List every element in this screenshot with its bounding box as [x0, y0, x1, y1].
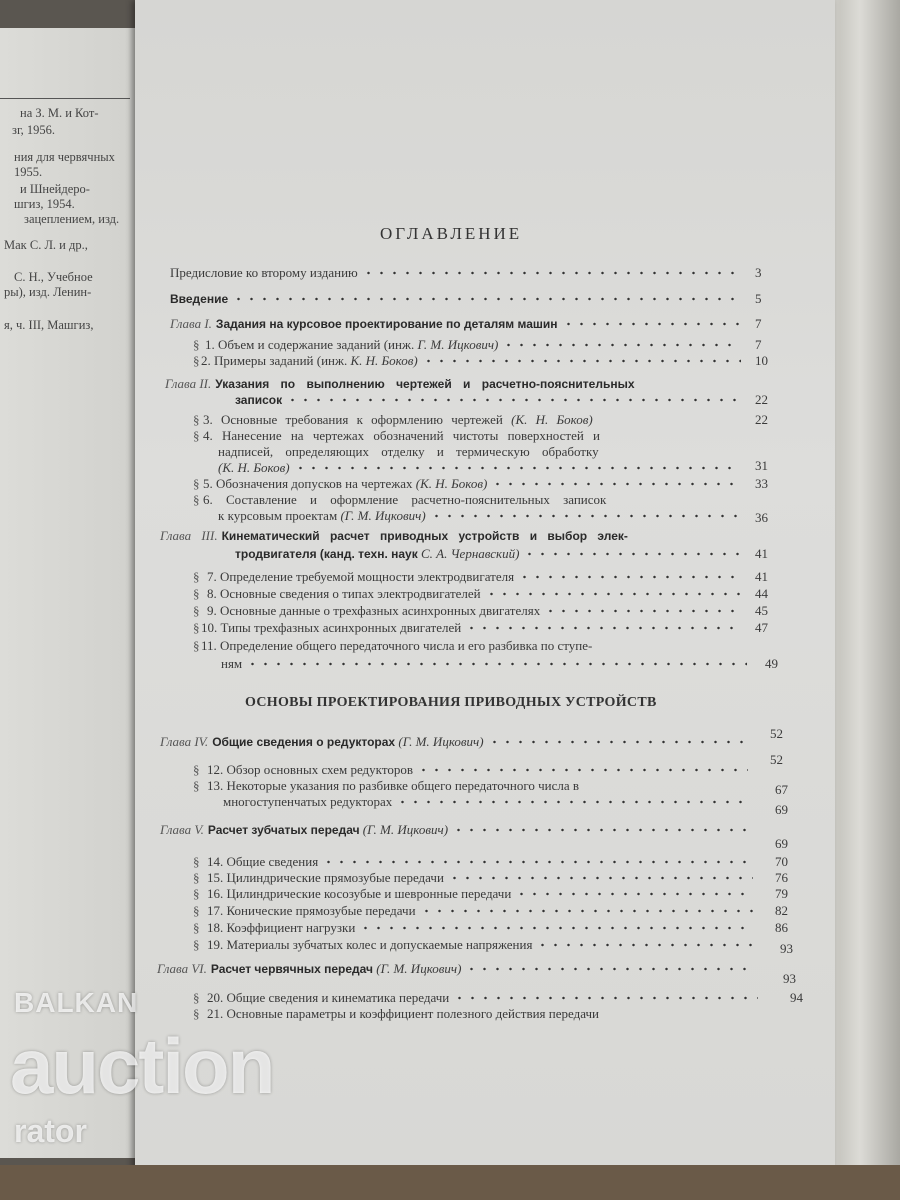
- dot-leader: [246, 662, 747, 666]
- page-number: 69: [775, 836, 788, 851]
- toc-entry: [135, 1006, 835, 1022]
- page-number: 36: [755, 510, 768, 525]
- page-number: 33: [755, 476, 768, 491]
- section-sign: §: [193, 854, 200, 869]
- page-number: 41: [755, 569, 768, 584]
- entry-author: (К. Н. Боков): [415, 476, 488, 491]
- toc-entry: [135, 920, 835, 936]
- entry-label: 14. Общие сведения: [207, 854, 319, 869]
- toc-page: [135, 0, 835, 1172]
- dot-leader: [491, 482, 741, 486]
- entry-label: Введение: [170, 292, 229, 306]
- section-sign: §: [193, 476, 200, 491]
- toc-entry: [135, 854, 835, 870]
- section-sign: §: [193, 569, 200, 584]
- page-number: 93: [783, 971, 796, 986]
- page-number: 41: [755, 546, 768, 561]
- toc-entry: [135, 603, 835, 619]
- entry-author: (К. Н. Боков): [218, 460, 290, 475]
- page-number: 5: [755, 291, 762, 306]
- section-sign: §: [193, 870, 200, 885]
- entry-label: Указания по выполнению чертежей и расчетно-пояснительных: [215, 377, 635, 391]
- entry-label: 4. Нанесение на чертежах обозначений чистоты поверхностей и: [203, 428, 601, 443]
- entry-label: 3. Основные требования к оформлению чертежей: [203, 412, 503, 427]
- section-sign: §: [193, 920, 200, 935]
- dot-leader: [523, 552, 741, 556]
- section-sign: §: [193, 1006, 200, 1021]
- entry-label-continued: надписей, определяющих отделку и термическую обработку: [218, 444, 599, 459]
- entry-label: Задания на курсовое проектирование по деталям машин: [215, 317, 558, 331]
- page-number: 69: [775, 802, 788, 817]
- toc-entry: [135, 586, 835, 602]
- page-number: 7: [755, 316, 762, 331]
- entry-label: Расчет зубчатых передач: [207, 823, 360, 837]
- section-sign: §: [193, 903, 200, 918]
- dot-leader: [452, 828, 746, 832]
- dot-leader: [515, 892, 753, 896]
- entry-author: (Г. М. Ицкович): [376, 961, 462, 976]
- page-number: 52: [770, 752, 783, 767]
- dot-leader: [422, 359, 741, 363]
- entry-label: 15. Цилиндрические прямозубые передачи: [207, 870, 444, 885]
- toc-entry: [135, 265, 835, 281]
- toc-chapter: [135, 822, 835, 851]
- chapter-number: Глава IV.: [160, 734, 209, 749]
- section-sign: §: [193, 603, 200, 618]
- entry-label: 2. Примеры заданий (инж.: [201, 353, 348, 368]
- dot-leader: [488, 740, 746, 744]
- page-number: 45: [755, 603, 768, 618]
- toc-chapter: [135, 376, 835, 410]
- chapter-number: Глава II.: [165, 376, 212, 391]
- section-sign: §: [193, 353, 200, 368]
- entry-author: (Г. М. Ицкович): [362, 822, 449, 837]
- page-number: 94: [790, 990, 803, 1005]
- entry-label: 11. Определение общего передаточного числа и его разбивка по ступе-: [201, 638, 593, 653]
- bibliography-line: я, ч. III, Машгиз,: [4, 318, 94, 332]
- dot-leader: [286, 398, 741, 402]
- entry-author: Г. М. Ицкович): [417, 337, 499, 352]
- section-sign: §: [193, 937, 200, 952]
- entry-label: 16. Цилиндрические косозубые и шевронные передачи: [207, 886, 512, 901]
- entry-label: Предисловие ко второму изданию: [170, 265, 358, 280]
- section-sign: §: [193, 586, 200, 601]
- toc-entry: [135, 903, 835, 919]
- toc-entry: [135, 412, 835, 428]
- toc-chapter: [135, 316, 835, 332]
- toc-entry: [135, 353, 835, 369]
- page-number: 31: [755, 458, 768, 473]
- bibliography-line: на З. М. и Кот-: [20, 106, 99, 120]
- toc-entry: [135, 778, 835, 817]
- entry-author: (Г. М. Ицкович): [340, 508, 426, 523]
- dot-leader: [562, 322, 741, 326]
- section-sign: §: [193, 990, 200, 1005]
- bibliography-line: зацеплением, изд.: [24, 212, 120, 226]
- page-number: 3: [755, 265, 762, 280]
- page-number: 86: [775, 920, 788, 935]
- section-sign: §: [193, 620, 200, 635]
- toc-entry: [135, 937, 835, 956]
- chapter-number: Глава V.: [160, 822, 204, 837]
- page-number: 10: [755, 353, 768, 368]
- toc-entry: [135, 870, 835, 886]
- entry-label: 7. Определение требуемой мощности электродвигателя: [207, 569, 515, 584]
- chapter-number: Глава I.: [170, 316, 212, 331]
- toc-entry: [135, 886, 835, 902]
- page-number: 93: [780, 941, 793, 956]
- section-sign: §: [193, 412, 200, 427]
- toc-entry: [135, 569, 835, 585]
- toc-entry: [135, 638, 835, 672]
- dot-leader: [396, 800, 749, 804]
- watermark-line: BALKAN: [14, 987, 139, 1018]
- section-sign: §: [193, 492, 200, 507]
- page-number: 76: [775, 870, 788, 885]
- section-sign: §: [193, 638, 200, 653]
- dot-leader: [453, 996, 758, 1000]
- toc-entry: [135, 337, 835, 353]
- watermark-logo: auction: [10, 1022, 274, 1110]
- bibliography-line: Мак С. Л. и др.,: [4, 238, 88, 252]
- dot-leader: [417, 768, 748, 772]
- entry-label-continued: многоступенчатых редукторах: [223, 794, 393, 809]
- entry-label: 10. Типы трехфазных асинхронных двигателей: [201, 620, 462, 635]
- entry-author: (К. Н. Боков): [511, 412, 593, 427]
- table-surface: [0, 1165, 900, 1200]
- dot-leader: [448, 876, 753, 880]
- bibliography-line: 1955.: [14, 165, 43, 179]
- toc-chapter: [135, 961, 835, 986]
- entry-label: 20. Общие сведения и кинематика передачи: [207, 990, 450, 1005]
- entry-label: Расчет червячных передач: [210, 962, 373, 976]
- page-number: 82: [775, 903, 788, 918]
- entry-label: 19. Материалы зубчатых колес и допускаемые напряжения: [207, 937, 533, 952]
- entry-label-continued: тродвигателя (канд. техн. наук: [235, 547, 418, 561]
- toc-entry: [135, 990, 835, 1006]
- dot-leader: [465, 626, 743, 630]
- entry-label-continued: к курсовым проектам: [218, 508, 338, 523]
- dot-leader: [465, 967, 753, 971]
- entry-label: 8. Основные сведения о типах электродвигателей: [207, 586, 481, 601]
- entry-label: 9. Основные данные о трехфазных асинхронных двигателях: [207, 603, 541, 618]
- entry-label-continued: ням: [221, 656, 243, 671]
- section-sign: §: [193, 762, 200, 777]
- toc-chapter: [135, 528, 835, 562]
- toc-entry: [135, 476, 835, 492]
- entry-label: 18. Коэффициент нагрузки: [207, 920, 356, 935]
- entry-label: 17. Конические прямозубые передачи: [207, 903, 416, 918]
- dot-leader: [294, 466, 741, 470]
- page-number: 79: [775, 886, 788, 901]
- dot-leader: [536, 943, 753, 947]
- entry-label: 1. Объем и содержание заданий (инж.: [205, 337, 415, 352]
- section-sign: §: [193, 428, 200, 443]
- page-number: 52: [770, 726, 783, 741]
- toc-entry: [135, 291, 835, 307]
- bibliography-line: зг, 1956.: [12, 123, 56, 137]
- bibliography-line: и Шнейдеро-: [20, 182, 90, 196]
- page-number: 22: [755, 392, 768, 407]
- toc-entry: [135, 428, 835, 478]
- entry-label: Кинематический расчет приводных устройств и выбор элек-: [221, 529, 628, 543]
- dot-leader: [362, 271, 741, 275]
- toc-entry: [135, 492, 835, 526]
- bibliography-line: С. Н., Учебное: [14, 270, 93, 284]
- page-number: 67: [775, 782, 788, 797]
- dot-leader: [232, 297, 741, 301]
- entry-label: Общие сведения о редукторах: [212, 735, 396, 749]
- entry-author: С. А. Чернавский): [420, 546, 520, 561]
- page-title: ОГЛАВЛЕНИЕ: [380, 224, 523, 243]
- entry-author: (Г. М. Ицкович): [398, 734, 484, 749]
- dot-leader: [430, 514, 741, 518]
- entry-label: 21. Основные параметры и коэффициент полезного действия передачи: [207, 1006, 599, 1021]
- dot-leader: [502, 343, 741, 347]
- section-sign: §: [193, 337, 200, 352]
- dot-leader: [322, 860, 753, 864]
- toc-entry: [135, 752, 835, 778]
- watermark-line: rator: [14, 1113, 87, 1149]
- page-number: 44: [755, 586, 768, 601]
- bibliography-line: шгиз, 1954.: [14, 197, 75, 211]
- entry-label: 12. Обзор основных схем редукторов: [207, 762, 413, 777]
- page-number: 22: [755, 412, 768, 427]
- entry-label: 5. Обозначения допусков на чертежах: [203, 476, 413, 491]
- page-number: 47: [755, 620, 768, 635]
- toc-entry: [135, 620, 835, 636]
- page-number: 70: [775, 854, 788, 869]
- dot-leader: [485, 592, 743, 596]
- toc-chapter: [135, 726, 835, 750]
- section-sign: §: [193, 778, 200, 793]
- bibliography-line: ния для червячных: [14, 150, 115, 164]
- bibliography-line: ры), изд. Ленин-: [4, 285, 92, 299]
- section-sign: §: [193, 886, 200, 901]
- section-heading: ОСНОВЫ ПРОЕКТИРОВАНИЯ ПРИВОДНЫХ УСТРОЙСТВ: [245, 695, 657, 710]
- dot-leader: [518, 575, 743, 579]
- chapter-number: Глава III.: [160, 528, 218, 543]
- dot-leader: [359, 926, 753, 930]
- entry-label: 6. Составление и оформление расчетно-пояснительных записок: [203, 492, 607, 507]
- entry-label: 13. Некоторые указания по разбивке общего передаточного числа в: [207, 778, 580, 793]
- entry-author: К. Н. Боков): [350, 353, 418, 368]
- divider: [0, 98, 130, 99]
- chapter-number: Глава VI.: [157, 961, 207, 976]
- dot-leader: [544, 609, 743, 613]
- page-number: 7: [755, 337, 762, 352]
- entry-label-continued: записок: [235, 393, 283, 407]
- page-number: 49: [765, 656, 778, 671]
- dot-leader: [420, 909, 753, 913]
